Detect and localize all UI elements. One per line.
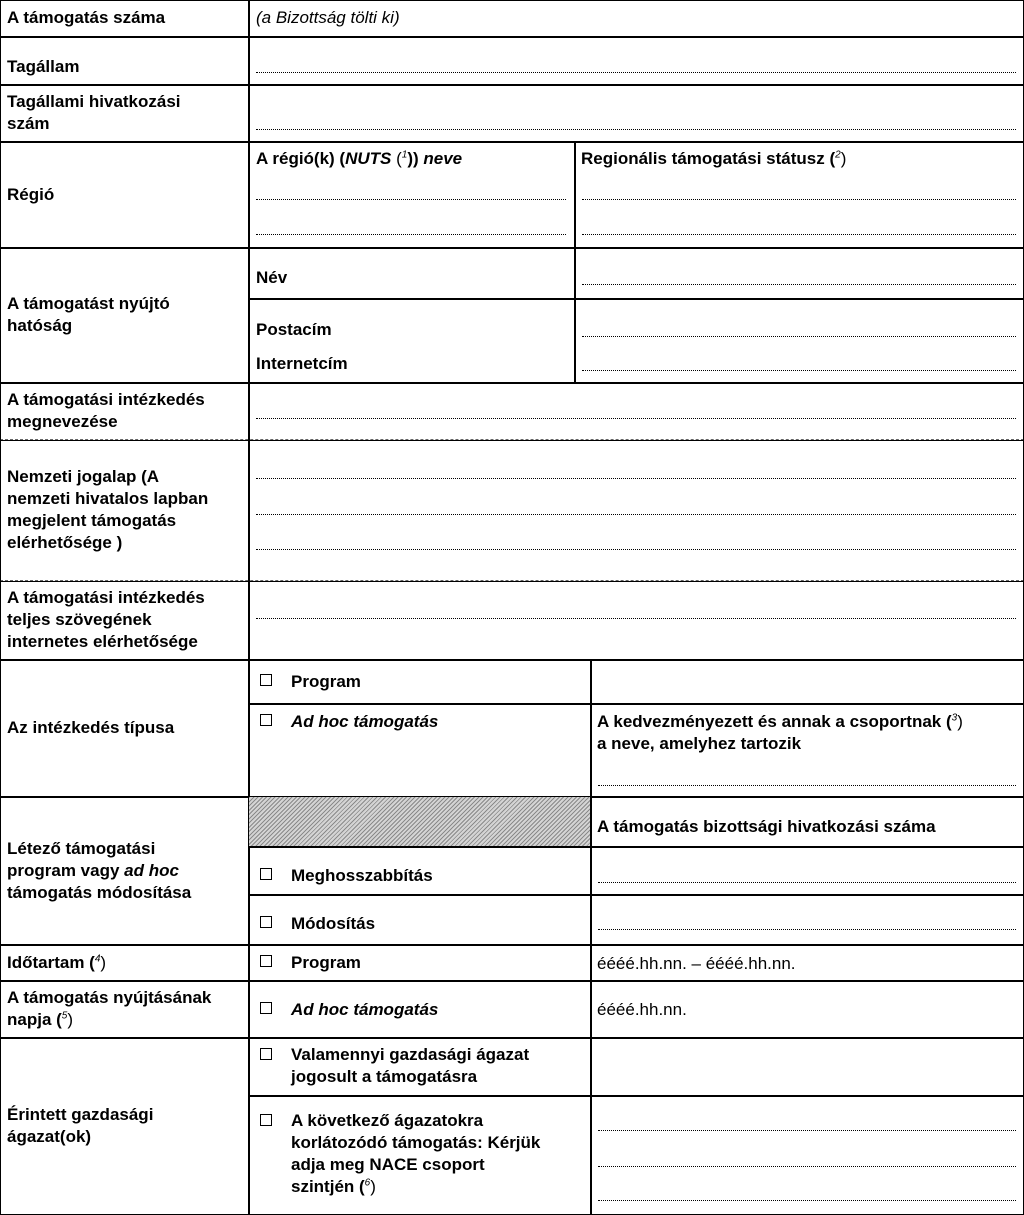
region-name-field-1[interactable] — [256, 199, 566, 200]
legal-basis-field-3[interactable] — [256, 549, 1016, 550]
sectors-field-2[interactable] — [598, 1166, 1016, 1167]
region-name-heading: A régió(k) (NUTS ($^1$)) neve — [256, 149, 463, 168]
legal-basis-label-line1: Nemzeti jogalap (A — [7, 467, 160, 486]
row-authority-name-value-cell[interactable] — [574, 247, 1024, 300]
duration-program-label: Program — [291, 953, 361, 972]
modification-option-label: Módosítás — [291, 914, 376, 933]
legal-basis-label-line3: megjelent támogatás — [7, 511, 177, 530]
adhoc-option-label: Ad hoc támogatás — [291, 712, 439, 731]
limited-sectors-label-line1: A következő ágazatokra — [291, 1111, 484, 1130]
grant-date-label-line2: napja ($^5$) — [7, 1010, 74, 1029]
adhoc-checkbox[interactable] — [260, 714, 272, 726]
limited-sectors-label-line2: korlátozódó támogatás: Kérjük — [291, 1133, 541, 1152]
legal-basis-field-1[interactable] — [256, 478, 1016, 479]
row-sectors-limited-value-cell[interactable] — [590, 1095, 1024, 1215]
row-modification-ext-value-cell[interactable] — [590, 846, 1024, 896]
limited-sectors-label-line3: adja meg NACE csoport — [291, 1155, 485, 1174]
duration-date-range[interactable]: éééé.hh.nn. – éééé.hh.nn. — [597, 954, 796, 973]
row-authority-name-label-cell — [248, 247, 576, 300]
authority-name-label: Név — [256, 268, 288, 287]
region-name-field-2[interactable] — [256, 234, 566, 235]
beneficiary-heading-line2: a neve, amelyhez tartozik — [597, 734, 802, 753]
ms-reference-label-line1: Tagállami hivatkozási — [7, 92, 181, 111]
row-sectors-all-right-cell — [590, 1037, 1024, 1097]
aid-number-label: A támogatás száma — [7, 8, 166, 27]
grant-date-value[interactable]: éééé.hh.nn. — [597, 1000, 687, 1019]
member-state-field[interactable] — [256, 72, 1016, 73]
limited-sectors-label-line4: szintjén ($^6$) — [291, 1177, 376, 1196]
row-measure-type-program-right-cell — [590, 659, 1024, 705]
limited-sectors-checkbox[interactable] — [260, 1114, 272, 1126]
row-ms-reference-value-cell[interactable] — [248, 84, 1024, 143]
commission-reference-heading: A támogatás bizottsági hivatkozási száma — [597, 817, 936, 836]
authority-label-line1: A támogatást nyújtó — [7, 294, 170, 313]
legal-basis-label-line4: elérhetősége ) — [7, 533, 123, 552]
row-modification-mod-value-cell[interactable] — [590, 894, 1024, 946]
sectors-field-3[interactable] — [598, 1200, 1016, 1201]
modification-reference-field[interactable] — [598, 929, 1016, 930]
program-option-label: Program — [291, 672, 361, 691]
sectors-field-1[interactable] — [598, 1130, 1016, 1131]
modification-label-line3: támogatás módosítása — [7, 883, 192, 902]
program-checkbox[interactable] — [260, 674, 272, 686]
region-status-field-1[interactable] — [582, 199, 1016, 200]
measure-title-label-line1: A támogatási intézkedés — [7, 390, 205, 409]
measure-title-field[interactable] — [256, 418, 1016, 419]
row-legal-basis-value-cell[interactable] — [248, 439, 1024, 582]
duration-label: Időtartam ($^4$) — [7, 953, 107, 972]
sectors-label-line1: Érintett gazdasági — [7, 1105, 154, 1124]
grant-date-adhoc-checkbox[interactable] — [260, 1002, 272, 1014]
region-label: Régió — [7, 185, 55, 204]
region-status-heading: Regionális támogatási státusz ($^2$) — [581, 149, 847, 168]
beneficiary-heading-line1: A kedvezményezett és annak a csoportnak ($^3$) — [597, 712, 963, 731]
sectors-label-line2: ágazat(ok) — [7, 1127, 92, 1146]
legal-basis-label-line2: nemzeti hivatalos lapban — [7, 489, 209, 508]
authority-name-field[interactable] — [582, 284, 1016, 285]
modification-label-line2: program vagy ad hoc — [7, 861, 179, 880]
legal-basis-field-2[interactable] — [256, 514, 1016, 515]
all-sectors-label-line2: jogosult a támogatásra — [291, 1067, 478, 1086]
extension-option-label: Meghosszabbítás — [291, 866, 433, 885]
grant-date-label-line1: A támogatás nyújtásának — [7, 988, 212, 1007]
modification-checkbox[interactable] — [260, 916, 272, 928]
beneficiary-field[interactable] — [598, 785, 1016, 786]
aid-number-value: (a Bizottság tölti ki) — [256, 8, 400, 27]
row-authority-address-value-cell[interactable] — [574, 298, 1024, 384]
full-text-label-line3: internetes elérhetősége — [7, 632, 198, 651]
row-measure-title-value-cell[interactable] — [248, 382, 1024, 441]
authority-web-label: Internetcím — [256, 354, 348, 373]
row-full-text-value-cell[interactable] — [248, 580, 1024, 661]
all-sectors-checkbox[interactable] — [260, 1048, 272, 1060]
extension-checkbox[interactable] — [260, 868, 272, 880]
measure-type-label: Az intézkedés típusa — [7, 718, 175, 737]
region-status-field-2[interactable] — [582, 234, 1016, 235]
duration-program-checkbox[interactable] — [260, 955, 272, 967]
full-text-field[interactable] — [256, 618, 1016, 619]
authority-postal-label: Postacím — [256, 320, 332, 339]
full-text-label-line2: teljes szövegének — [7, 610, 152, 629]
extension-reference-field[interactable] — [598, 882, 1016, 883]
modification-label-line1: Létező támogatási — [7, 839, 156, 858]
ms-reference-label-line2: szám — [7, 114, 50, 133]
member-state-label: Tagállam — [7, 57, 80, 76]
ms-reference-field[interactable] — [256, 129, 1016, 130]
authority-label-line2: hatóság — [7, 316, 73, 335]
authority-web-field[interactable] — [582, 370, 1016, 371]
row-member-state-value-cell[interactable] — [248, 36, 1024, 86]
grant-date-adhoc-label: Ad hoc támogatás — [291, 1000, 439, 1019]
row-modification-shaded-frame — [248, 796, 592, 848]
full-text-label-line1: A támogatási intézkedés — [7, 588, 205, 607]
all-sectors-label-line1: Valamennyi gazdasági ágazat — [291, 1045, 530, 1064]
authority-postal-field[interactable] — [582, 336, 1016, 337]
measure-title-label-line2: megnevezése — [7, 412, 118, 431]
